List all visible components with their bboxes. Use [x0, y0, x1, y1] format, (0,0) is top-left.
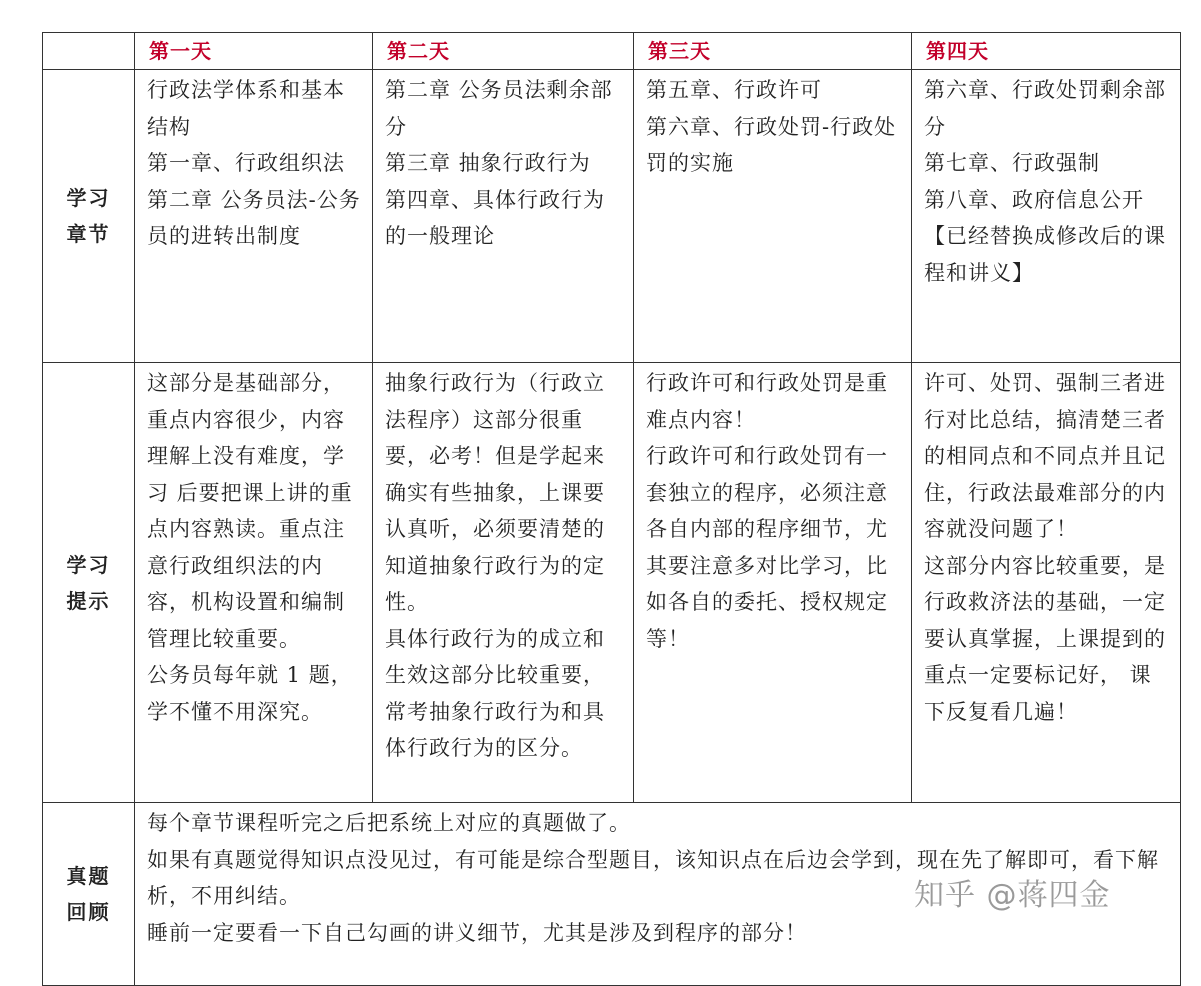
- corner-cell: [43, 33, 135, 70]
- tips-day-2: 抽象行政行为（行政立法程序）这部分很重要，必考！但是学起来确实有些抽象，上课要认真听，必须要清楚的知道抽象行政行为的定性。 具体行政行为的成立和生效这部分比较重要，常考抽象行政行为和具体行政行为的区分。: [373, 363, 634, 803]
- header-row: [43, 33, 1181, 70]
- day-2-header: 第二天: [373, 33, 634, 70]
- chapters-day-2: 第二章 公务员法剩余部分 第三章 抽象行政行为 第四章、具体行政行为的一般理论: [373, 70, 634, 363]
- chapters-day-1: 行政法学体系和基本结构 第一章、行政组织法 第二章 公务员法-公务员的进转出制度: [135, 70, 373, 363]
- tips-row-label: 学习 提示: [43, 363, 135, 803]
- zhihu-watermark: 知乎 @蒋四金: [914, 878, 1111, 913]
- day-4-header: 第四天: [912, 33, 1181, 70]
- review-content: 每个章节课程听完之后把系统上对应的真题做了。 如果有真题觉得知识点没见过，有可能是综合型题目，该知识点在后边会学到，现在先了解即可，看下解析，不用纠结。 睡前一定要看一下自己勾画的讲义细节，尤其是涉及到程序的部分！: [135, 803, 1181, 986]
- study-plan-table: [42, 32, 1181, 986]
- chapters-row-label: 学习 章节: [43, 70, 135, 363]
- tips-row: [43, 363, 1181, 803]
- tips-day-3: 行政许可和行政处罚是重难点内容！ 行政许可和行政处罚有一套独立的程序，必须注意各自内部的程序细节，尤其要注意多对比学习，比如各自的委托、授权规定等！: [634, 363, 912, 803]
- chapters-row: [43, 70, 1181, 363]
- day-3-header: 第三天: [634, 33, 912, 70]
- tips-day-4: 许可、处罚、强制三者进行对比总结，搞清楚三者的相同点和不同点并且记住，行政法最难部分的内容就没问题了！ 这部分内容比较重要，是行政救济法的基础，一定要认真掌握，上课提到的重点一定要标记好， 课下反复看几遍！: [912, 363, 1181, 803]
- tips-day-1: 这部分是基础部分，重点内容很少，内容理解上没有难度，学习 后要把课上讲的重点内容熟读。重点注意行政组织法的内容，机构设置和编制管理比较重要。 公务员每年就 1 题，学不懂不用深究。: [135, 363, 373, 803]
- chapters-day-3: 第五章、行政许可 第六章、行政处罚-行政处罚的实施: [634, 70, 912, 363]
- day-1-header: 第一天: [135, 33, 373, 70]
- review-row-label: 真题 回顾: [43, 803, 135, 986]
- chapters-day-4: 第六章、行政处罚剩余部分 第七章、行政强制 第八章、政府信息公开【已经替换成修改后的课程和讲义】: [912, 70, 1181, 363]
